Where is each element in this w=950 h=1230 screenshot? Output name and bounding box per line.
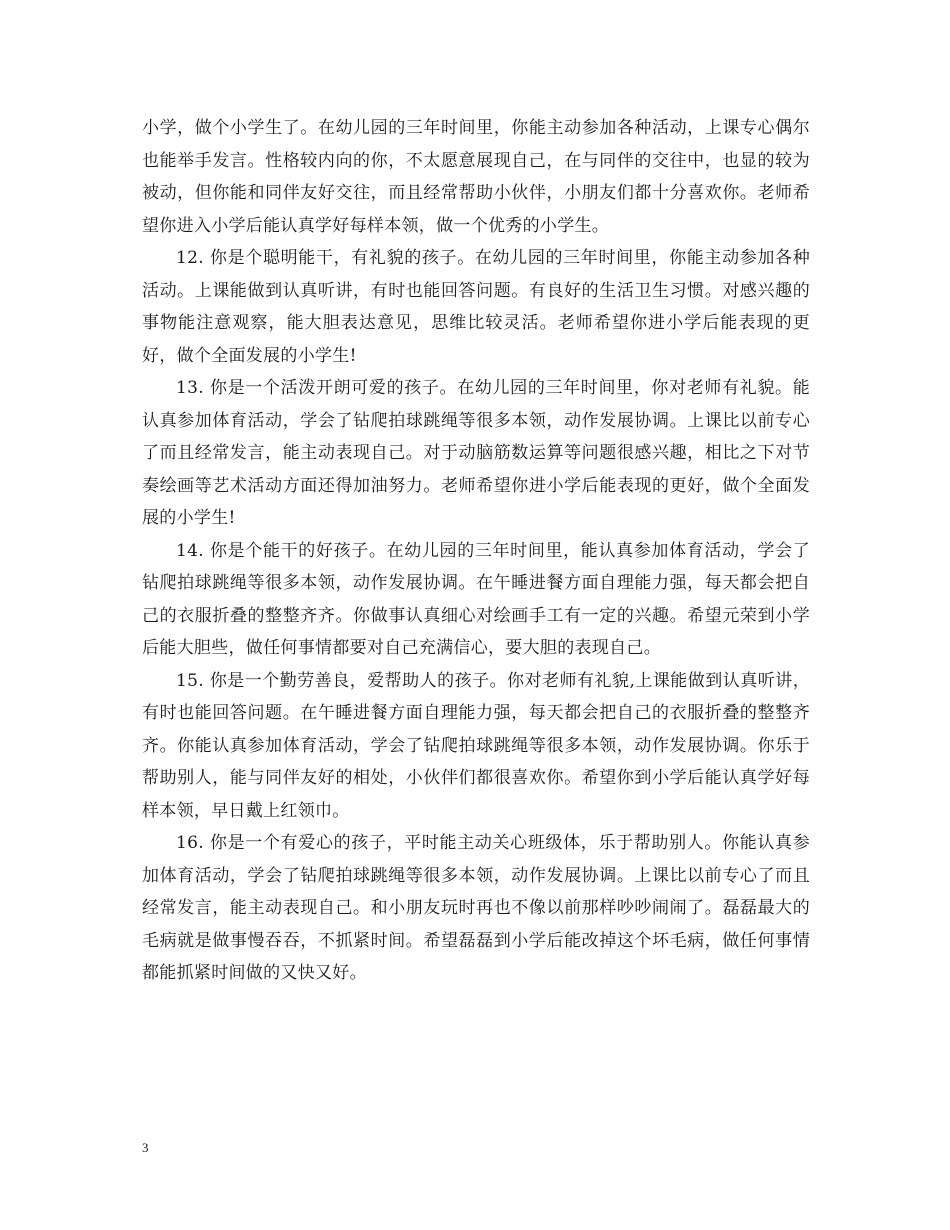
paragraph-item-12: 12. 你是个聪明能干，有礼貌的孩子。在幼儿园的三年时间里，你能主动参加各种活动。上课能做到认真听讲，有时也能回答问题。有良好的生活卫生习惯。对感兴趣的事物能注意观察，能大胆表达意见，思维比较灵活。老师希望你进小学后能表现的更好，做个全面发展的小学生! <box>142 248 810 366</box>
paragraph-item-13: 13. 你是一个活泼开朗可爱的孩子。在幼儿园的三年时间里，你对老师有礼貌。能认真参加体育活动，学会了钻爬拍球跳绳等很多本领，动作发展协调。上课比以前专心了而且经常发言，能主动表现自己。对于动脑筋数运算等问题很感兴趣，相比之下对节奏绘画等艺术活动方面还得加油努力。老师希望你进小学后能表现的更好，做个全面发展的小学生! <box>142 378 810 528</box>
paragraph-item-16: 16. 你是一个有爱心的孩子，平时能主动关心班级体，乐于帮助别人。你能认真参加体育活动，学会了钻爬拍球跳绳等很多本领，动作发展协调。上课比以前专心了而且经常发言，能主动表现自己。和小朋友玩时再也不像以前那样吵吵闹闹了。磊磊最大的毛病就是做事慢吞吞，不抓紧时间。希望磊磊到小学后能改掉这个坏毛病，做任何事情都能抓紧时间做的又快又好。 <box>142 833 810 983</box>
document-body <box>142 112 810 990</box>
paragraph-continuation: 小学，做个小学生了。在幼儿园的三年时间里，你能主动参加各种活动，上课专心偶尔也能举手发言。性格较内向的你，不太愿意展现自己，在与同伴的交往中，也显的较为被动，但你能和同伴友好交往，而且经常帮助小伙伴，小朋友们都十分喜欢你。老师希望你进入小学后能认真学好每样本领，做一个优秀的小学生。 <box>142 118 810 236</box>
page-number: 3 <box>142 1140 149 1155</box>
paragraph-item-14: 14. 你是个能干的好孩子。在幼儿园的三年时间里，能认真参加体育活动，学会了钻爬拍球跳绳等很多本领，动作发展协调。在午睡进餐方面自理能力强，每天都会把自己的衣服折叠的整整齐齐。你做事认真细心对绘画手工有一定的兴趣。希望元荣到小学后能大胆些，做任何事情都要对自己充满信心，要大胆的表现自己。 <box>142 540 810 658</box>
paragraph-item-15: 15. 你是一个勤劳善良，爱帮助人的孩子。你对老师有礼貌,上课能做到认真听讲，有时也能回答问题。在午睡进餐方面自理能力强，每天都会把自己的衣服折叠的整整齐齐。你能认真参加体育活动，学会了钻爬拍球跳绳等很多本领，动作发展协调。你乐于帮助别人，能与同伴友好的相处，小伙伴们都很喜欢你。希望你到小学后能认真学好每样本领，早日戴上红领巾。 <box>142 670 810 821</box>
